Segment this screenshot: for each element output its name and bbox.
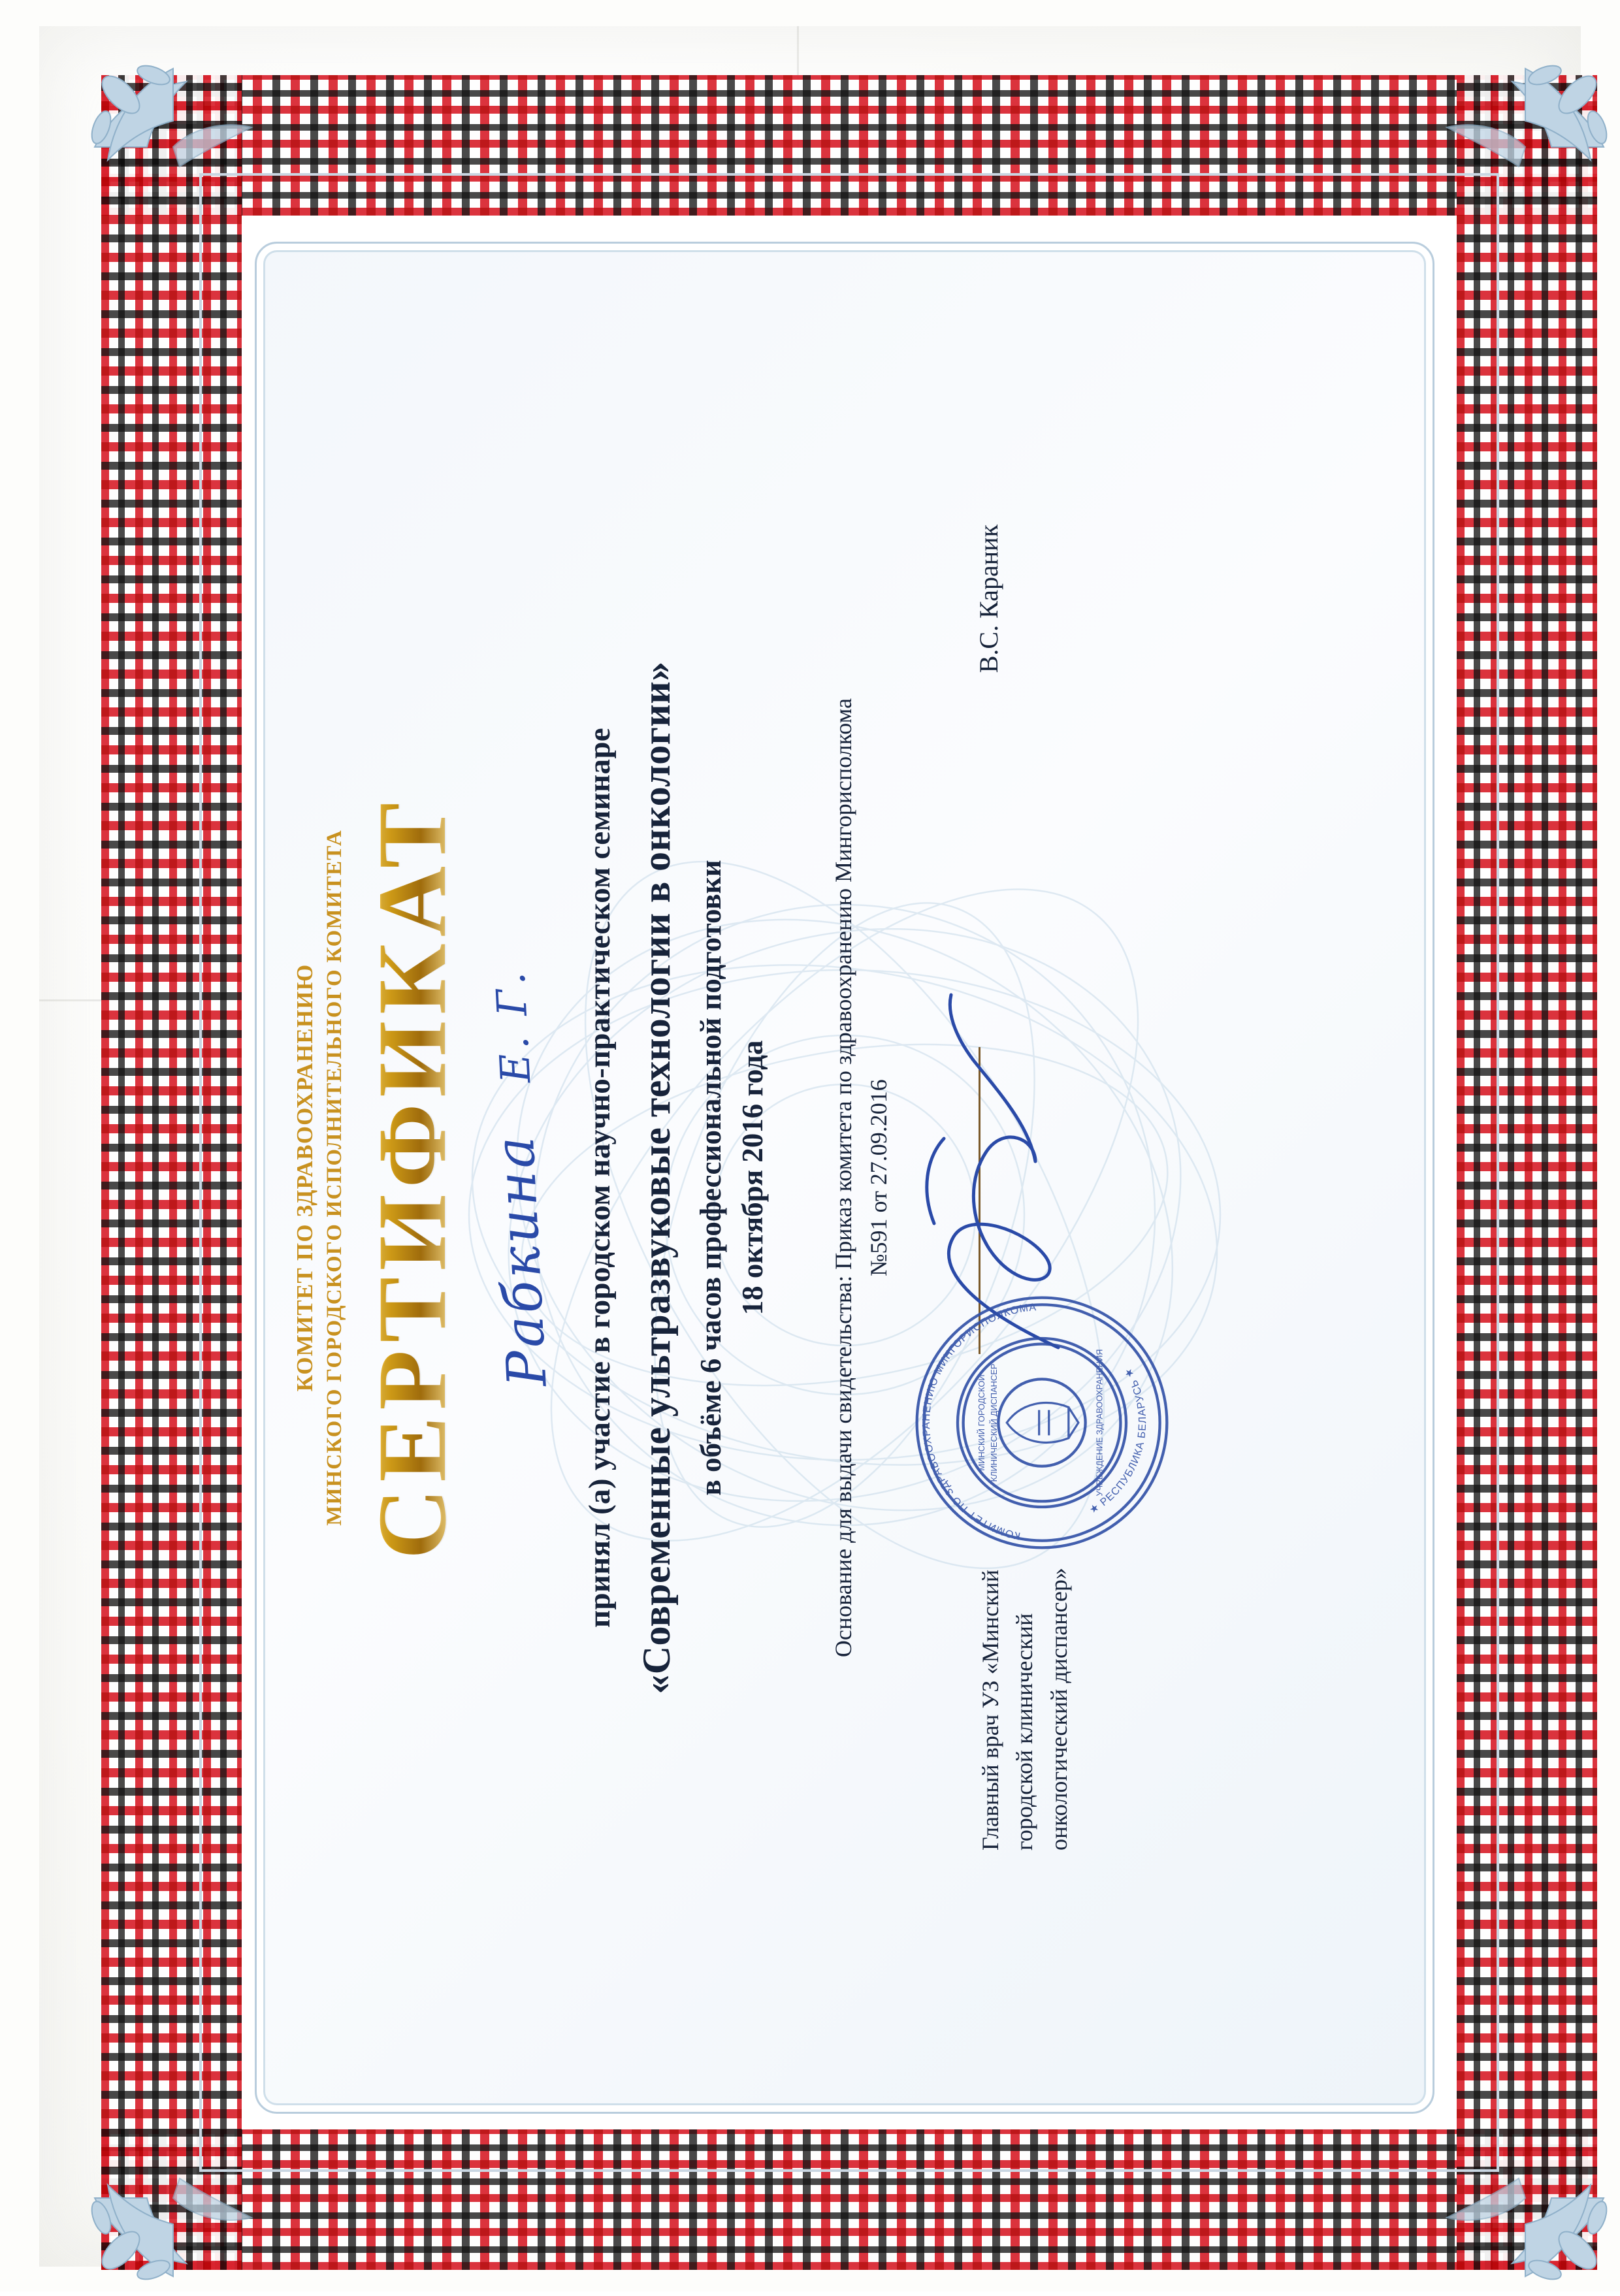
svg-text:★ РЕСПУБЛИКА БЕЛАРУСЬ ★: ★ РЕСПУБЛИКА БЕЛАРУСЬ ★ <box>1087 1365 1149 1516</box>
basis-line1: Основание для выдачи свидетельства: Приказ комитета по здравоохранению Мингорисполкома <box>830 698 857 1658</box>
signature-block <box>920 427 1149 1929</box>
svg-text:КЛИНИЧЕСКИЙ ДИСПАНСЕР: КЛИНИЧЕСКИЙ ДИСПАНСЕР <box>989 1363 999 1482</box>
issuing-authority-line2: МИНСКОГО ГОРОДСКОГО ИСПОЛНИТЕЛЬНОГО КОМИТЕТА <box>323 830 347 1526</box>
recipient-initials: Е. Г. <box>486 967 540 1085</box>
signer-position <box>973 1568 1076 1851</box>
svg-text:КОМИТЕТ ПО ЗДРАВООХРАНЕНИЮ МИН: КОМИТЕТ ПО ЗДРАВООХРАНЕНИЮ МИНГОРИСПОЛКОМА <box>920 1301 1038 1542</box>
date-line: 18 октября 2016 года <box>736 1040 770 1316</box>
participation-line: принял (а) участие в городском научно-практическом семинаре <box>583 728 617 1628</box>
issuing-authority <box>289 830 349 1526</box>
border-band-left <box>101 75 242 2270</box>
signer-position-line3: онкологический диспансер» <box>1045 1568 1072 1851</box>
rule-right <box>1497 173 1499 2172</box>
certificate-field <box>255 242 1434 2114</box>
official-stamp <box>901 1282 1182 1563</box>
svg-text:УЧРЕЖДЕНИЕ ЗДРАВООХРАНЕНИЯ: УЧРЕЖДЕНИЕ ЗДРАВООХРАНЕНИЯ <box>1094 1349 1105 1496</box>
border-band-bottom <box>101 2129 1597 2270</box>
signer-position-line1: Главный врач УЗ «Минский <box>977 1570 1004 1851</box>
recipient-surname: Рабкина <box>483 1132 559 1389</box>
issuing-authority-line1: КОМИТЕТ ПО ЗДРАВООХРАНЕНИЮ <box>292 963 317 1392</box>
paper-sheet <box>39 26 1581 2267</box>
recipient-handwritten-name <box>476 967 559 1388</box>
rule-top <box>199 173 1499 176</box>
certificate-text-block <box>289 289 1400 2066</box>
handwritten-signature <box>895 982 1091 1387</box>
basis-block <box>826 698 896 1657</box>
border-band-right <box>1457 75 1597 2270</box>
page-title: СЕРТИФИКАТ <box>357 796 466 1560</box>
basis-line2: №591 от 27.09.2016 <box>866 1079 892 1276</box>
rule-left <box>199 173 202 2172</box>
border-band-top <box>101 75 1597 216</box>
svg-text:МИНСКИЙ ГОРОДСКОЙ: МИНСКИЙ ГОРОДСКОЙ <box>977 1374 987 1471</box>
rule-bottom <box>199 2169 1499 2172</box>
signer-position-line2: городской клинический <box>1011 1613 1038 1851</box>
hours-line: в объёме 6 часов профессиональной подготовки <box>694 860 728 1496</box>
signature-line <box>979 1047 980 1354</box>
signer-name: В.С. Караник <box>974 525 1004 673</box>
seminar-title: «Современные ультразвуковые технологии в онкологии» <box>635 661 679 1694</box>
